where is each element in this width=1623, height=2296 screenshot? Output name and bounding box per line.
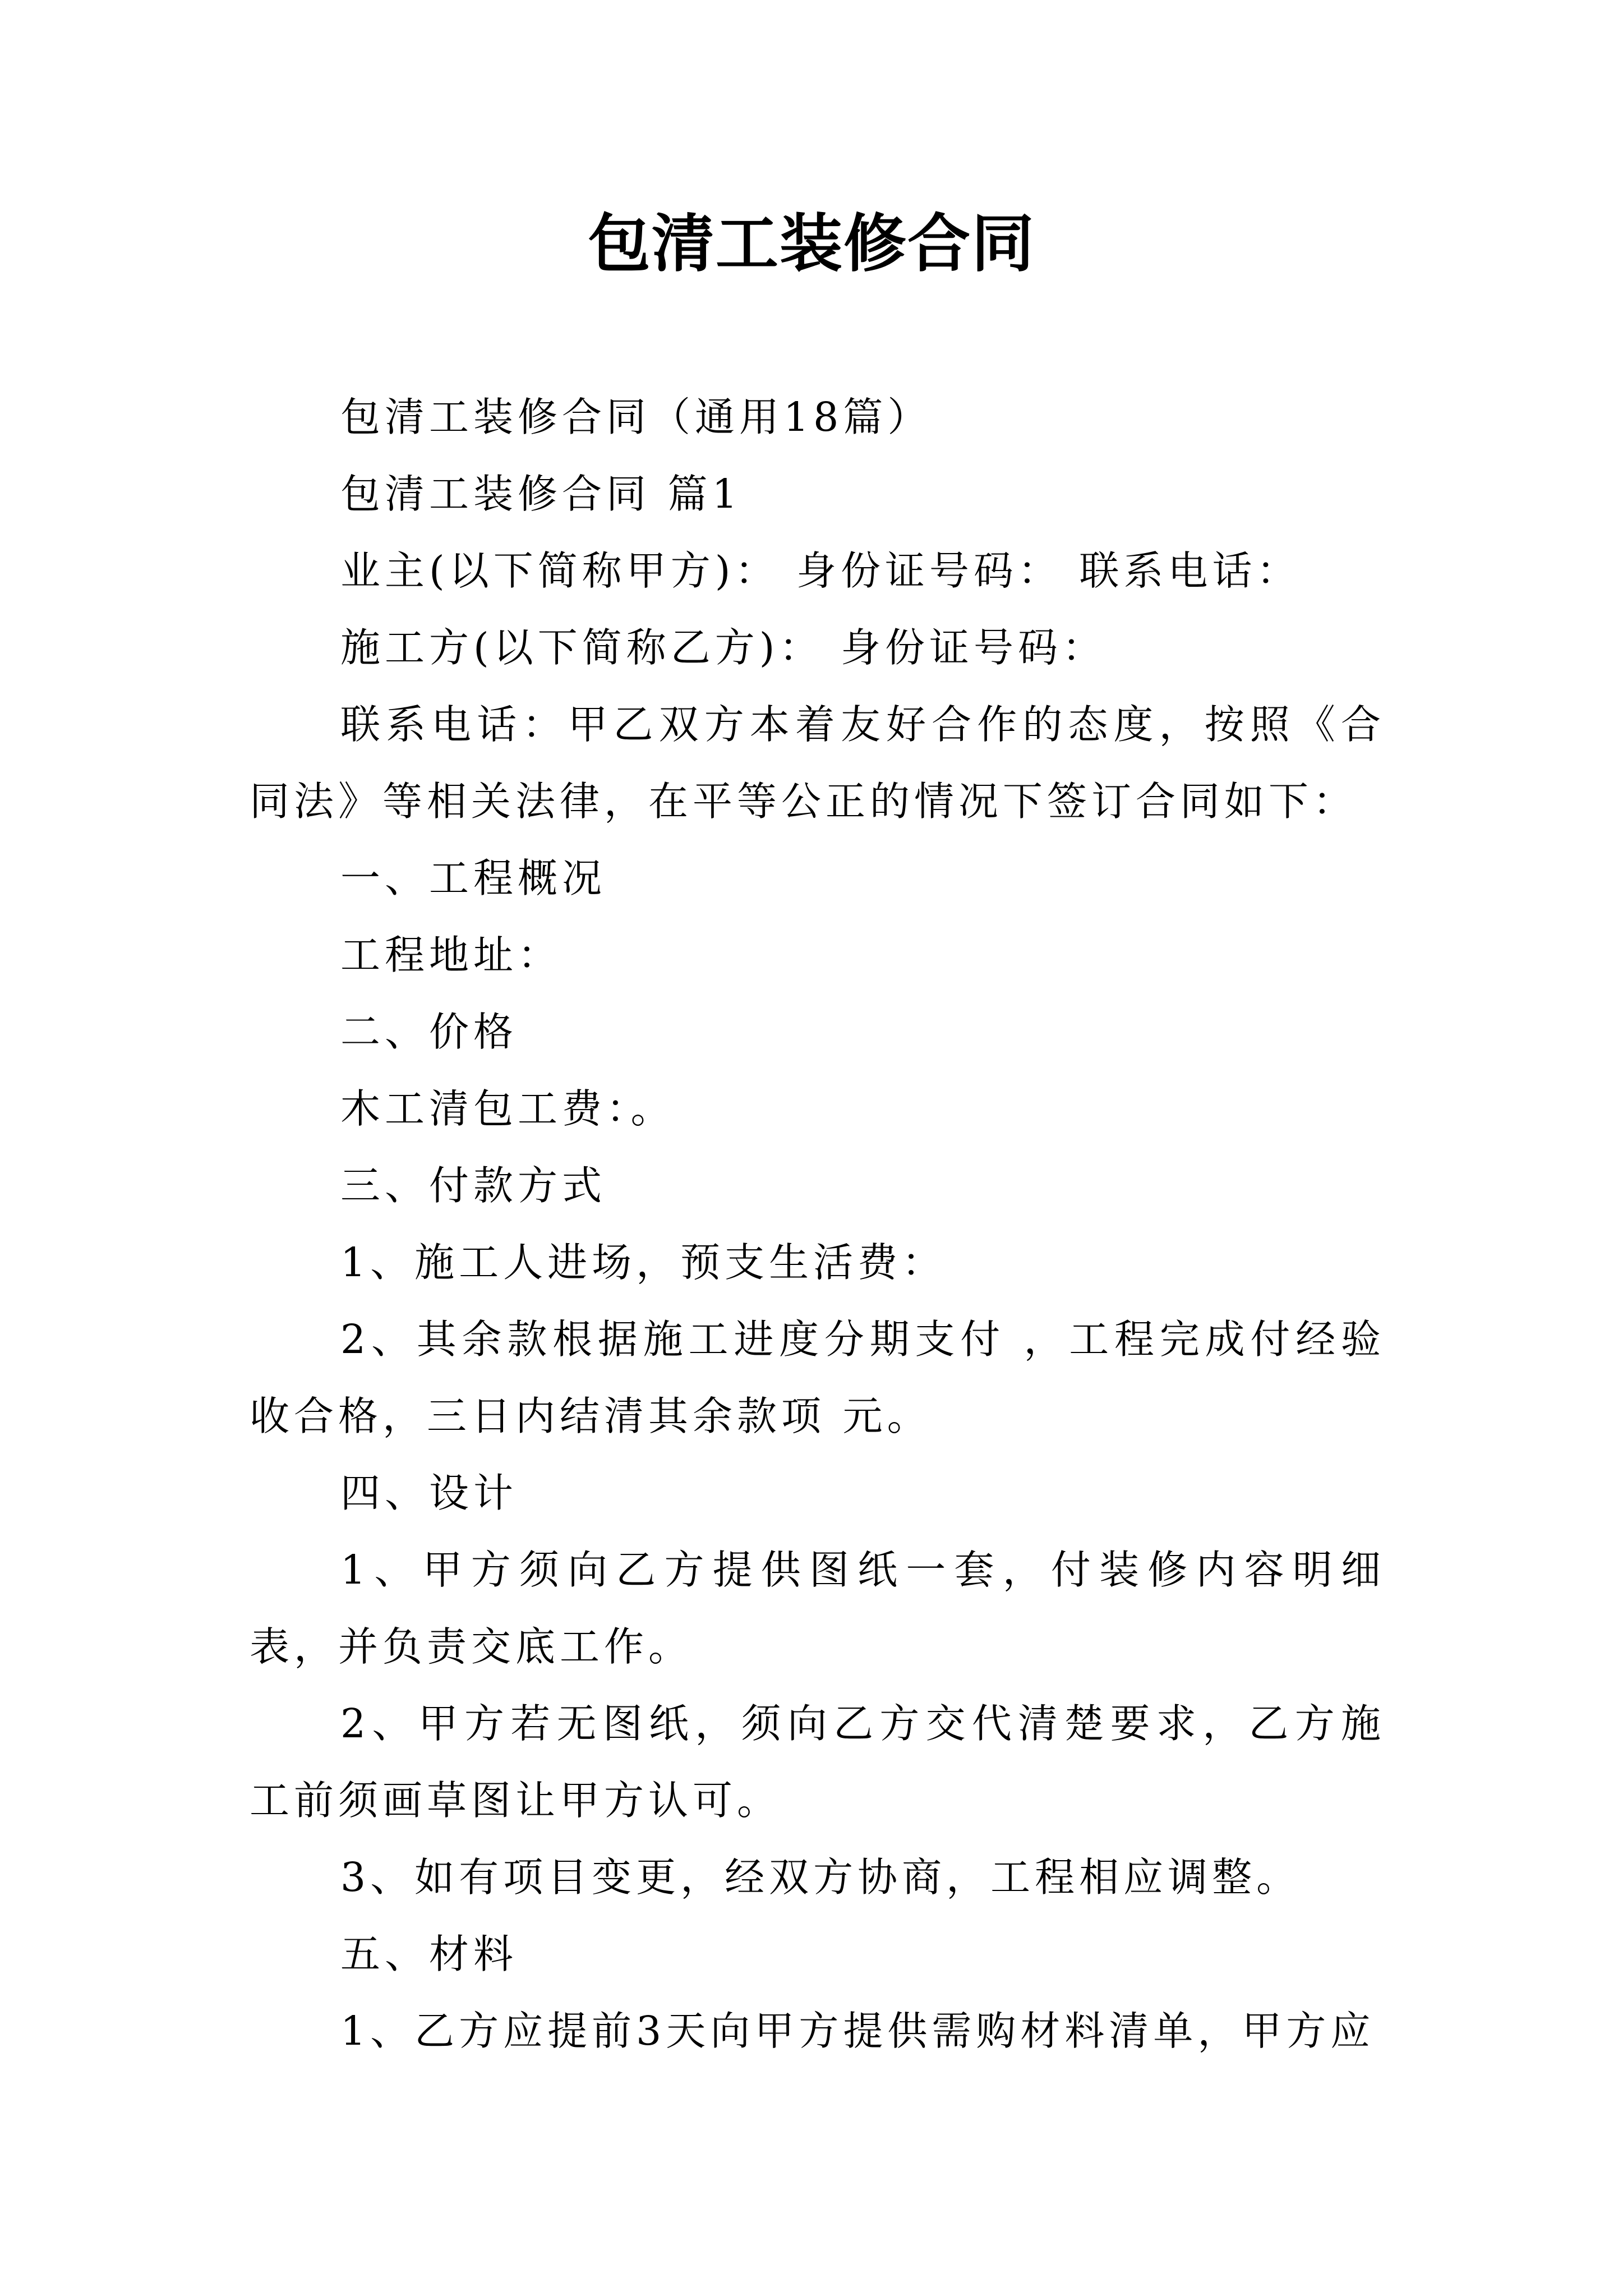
- paragraph-design-3: 3、如有项目变更，经双方协商，工程相应调整。: [340, 1854, 1301, 1901]
- paragraph-labor-fee: 木工清包工费：。: [340, 1085, 675, 1132]
- paragraph-heading-materials: 五、材料: [340, 1931, 518, 1977]
- paragraph-section-heading: 包清工装修合同 篇1: [340, 471, 742, 517]
- paragraph-design-1: 1、甲方须向乙方提供图纸一套，付装修内容明细表，并负责交底工作。: [250, 1547, 1385, 1670]
- paragraph-materials-1: 1、乙方应提前3天向甲方提供需购材料清单，甲方应: [340, 2008, 1375, 2054]
- paragraph-heading-overview: 一、工程概况: [340, 855, 607, 901]
- paragraph-collection-title: 包清工装修合同（通用18篇）: [340, 394, 932, 440]
- paragraph-heading-design: 四、设计: [340, 1470, 518, 1516]
- paragraph-heading-price: 二、价格: [340, 1009, 518, 1055]
- paragraph-project-address: 工程地址：: [340, 932, 562, 978]
- paragraph-payment-1: 1、施工人进场，预支生活费：: [340, 1239, 947, 1286]
- paragraph-payment-2: 2、其余款根据施工进度分期支付 ，工程完成付经验收合格，三日内结清其余款项 元。: [250, 1316, 1385, 1439]
- paragraph-owner-info: 业主(以下简称甲方)： 身份证号码： 联系电话：: [340, 547, 1301, 594]
- paragraph-contractor-info: 施工方(以下简称乙方)： 身份证号码：: [340, 624, 1106, 671]
- paragraph-heading-payment: 三、付款方式: [340, 1162, 607, 1209]
- paragraph-contact-preamble: 联系电话：甲乙双方本着友好合作的态度，按照《合同法》等相关法律，在平等公正的情况下签订合同如下：: [250, 701, 1385, 825]
- document-body: [250, 379, 1385, 2069]
- document-title: 包清工装修合同: [588, 207, 1035, 280]
- paragraph-design-2: 2、甲方若无图纸，须向乙方交代清楚要求，乙方施工前须画草图让甲方认可。: [250, 1700, 1385, 1824]
